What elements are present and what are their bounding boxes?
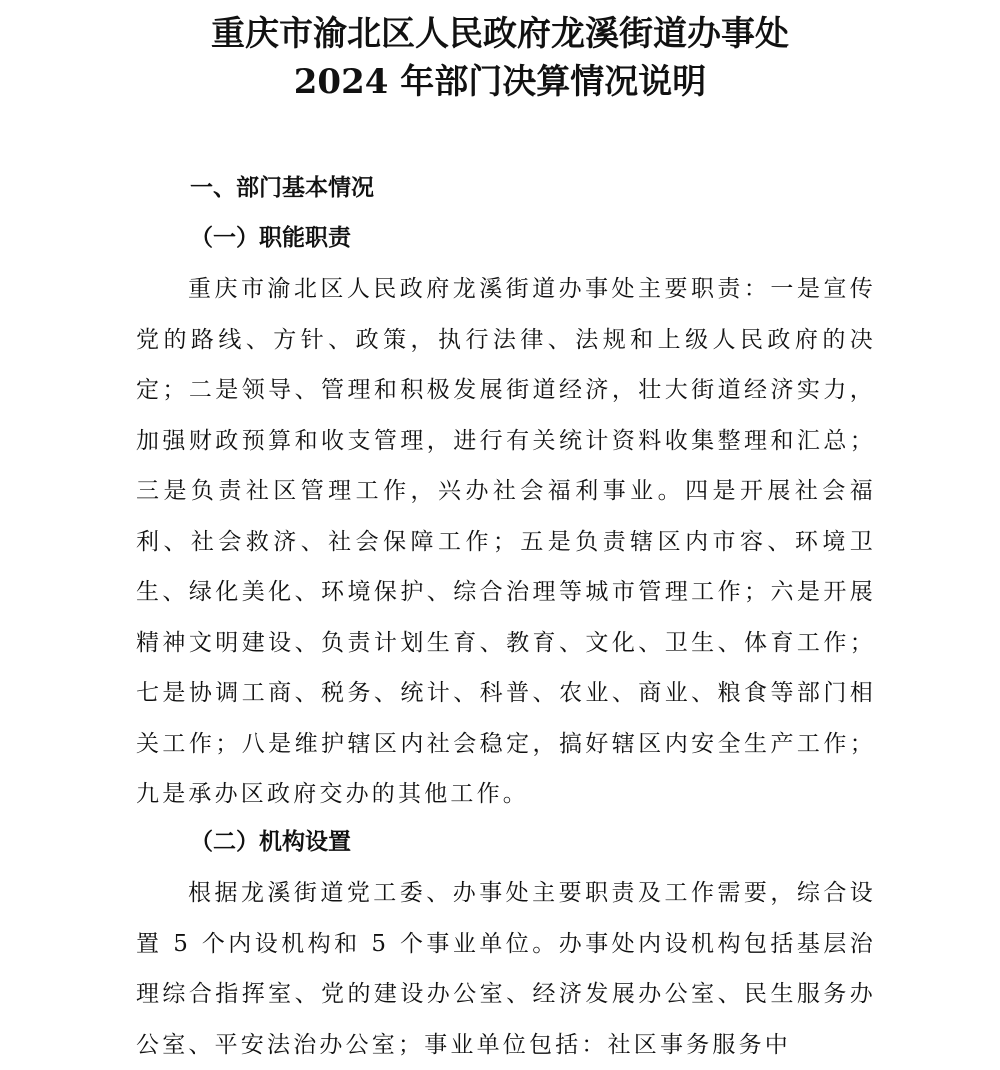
section-heading-basic-info: 一、部门基本情况 bbox=[190, 175, 374, 201]
paragraph-organization: 根据龙溪街道党工委、办事处主要职责及工作需要，综合设置 5 个内设机构和 5 个事业单位。办事处内设机构包括基层治理综合指挥室、党的建设办公室、经济发展办公室、民生服务办公室、平安法治办公室；事业单位包括：社区事务服务中 bbox=[136, 880, 876, 1058]
paragraph-duties: 重庆市渝北区人民政府龙溪街道办事处主要职责：一是宣传党的路线、方针、政策，执行法律、法规和上级人民政府的决定；二是领导、管理和积极发展街道经济，壮大街道经济实力，加强财政预算和收支管理，进行有关统计资料收集整理和汇总；三是负责社区管理工作，兴办社会福利事业。四是开展社会福利、社会救济、社会保障工作；五是负责辖区内市容、环境卫生、绿化美化、环境保护、综合治理等城市管理工作；六是开展精神文明建设、负责计划生育、教育、文化、卫生、体育工作；七是协调工商、税务、统计、科普、农业、商业、粮食等部门相关工作；八是维护辖区内社会稳定，搞好辖区内安全生产工作；九是承办区政府交办的其他工作。 bbox=[136, 276, 876, 807]
document-title-line1: 重庆市渝北区人民政府龙溪街道办事处 bbox=[211, 14, 789, 54]
document-title-line2: 2024 年部门决算情况说明 bbox=[293, 62, 707, 102]
subsection-heading-duties: （一）职能职责 bbox=[190, 224, 351, 251]
subsection-heading-organization: （二）机构设置 bbox=[190, 828, 351, 855]
